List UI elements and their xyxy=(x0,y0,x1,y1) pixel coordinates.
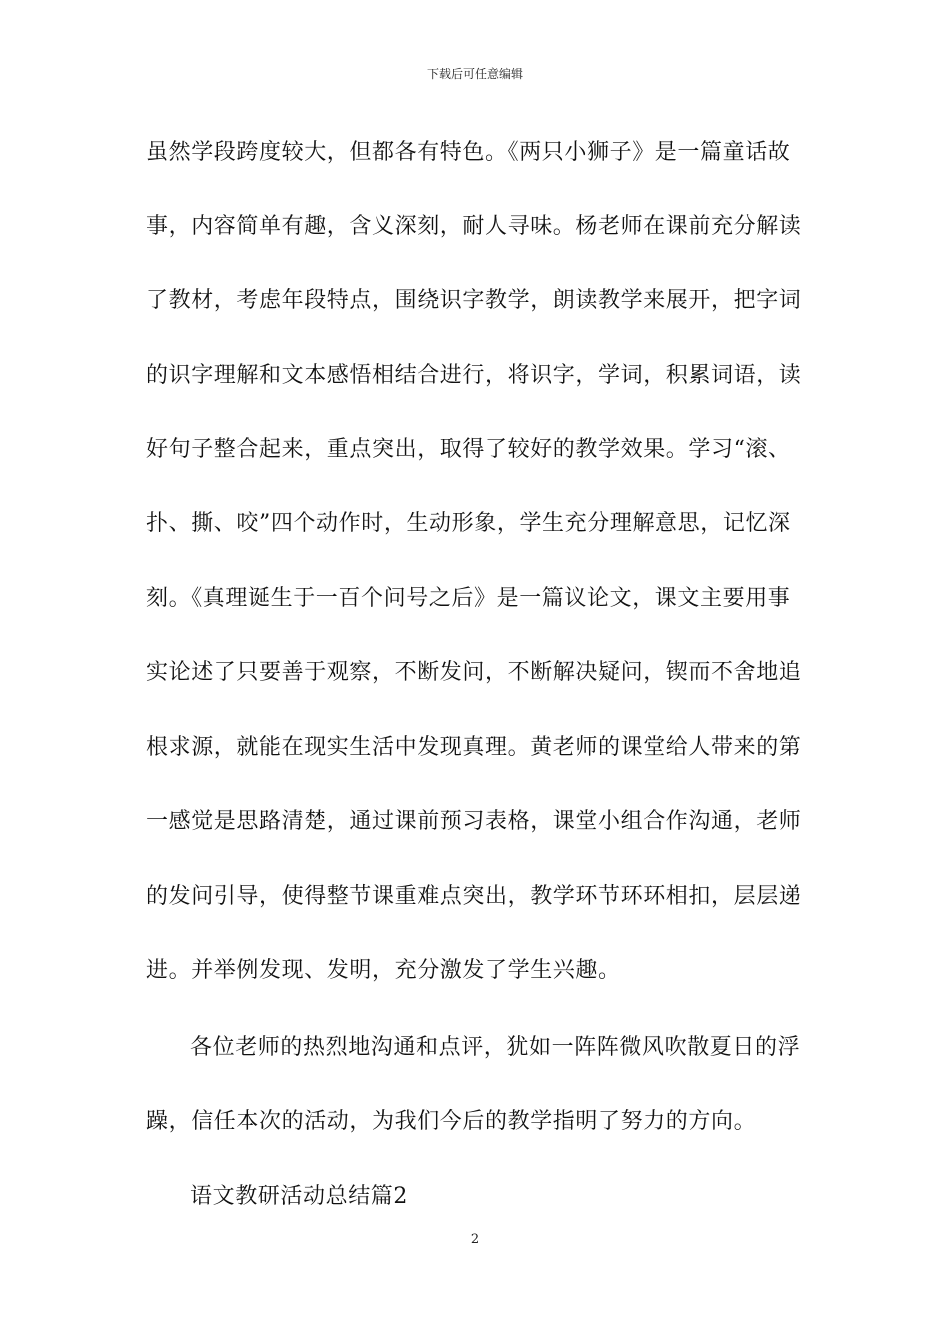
text-line: 好句子整合起来，重点突出，取得了较好的教学效果。学习“滚、 xyxy=(146,437,791,462)
text-line: 一感觉是思路清楚，通过课前预习表格，课堂小组合作沟通，老师 xyxy=(146,809,802,834)
text-line: 的识字理解和文本感悟相结合进行，将识字，学词，积累词语，读 xyxy=(146,363,802,388)
page-number: 2 xyxy=(470,1232,480,1247)
text-line: 根求源，就能在现实生活中发现真理。黄老师的课堂给人带来的第 xyxy=(146,735,802,760)
text-line: 了教材，考虑年段特点，围绕识字教学，朗读教学来展开，把字词 xyxy=(146,288,802,313)
text-line: 虽然学段跨度较大，但都各有特色。《两只小狮子》是一篇童话故 xyxy=(146,140,791,165)
text-line: 刻。《真理诞生于一百个问号之后》是一篇议论文，课文主要用事 xyxy=(146,586,791,611)
text-line: 躁，信任本次的活动，为我们今后的教学指明了努力的方向。 xyxy=(146,1109,757,1134)
text-line: 的发问引导，使得整节课重难点突出，教学环节环环相扣，层层递 xyxy=(146,884,802,909)
text-line: 各位老师的热烈地沟通和点评，犹如一阵阵微风吹散夏日的浮 xyxy=(190,1035,801,1060)
section-heading: 语文教研活动总结篇2 xyxy=(190,1184,408,1209)
page-header-note: 下载后可任意编辑 xyxy=(426,67,523,81)
text-line: 实论述了只要善于观察，不断发问，不断解决疑问，锲而不舍地追 xyxy=(146,660,802,685)
text-line: 事，内容简单有趣，含义深刻，耐人寻味。杨老师在课前充分解读 xyxy=(146,214,802,239)
text-line: 扑、撕、咬”四个动作时，生动形象，学生充分理解意思，记忆深 xyxy=(146,511,791,536)
text-line: 进。并举例发现、发明，充分激发了学生兴趣。 xyxy=(146,958,621,983)
